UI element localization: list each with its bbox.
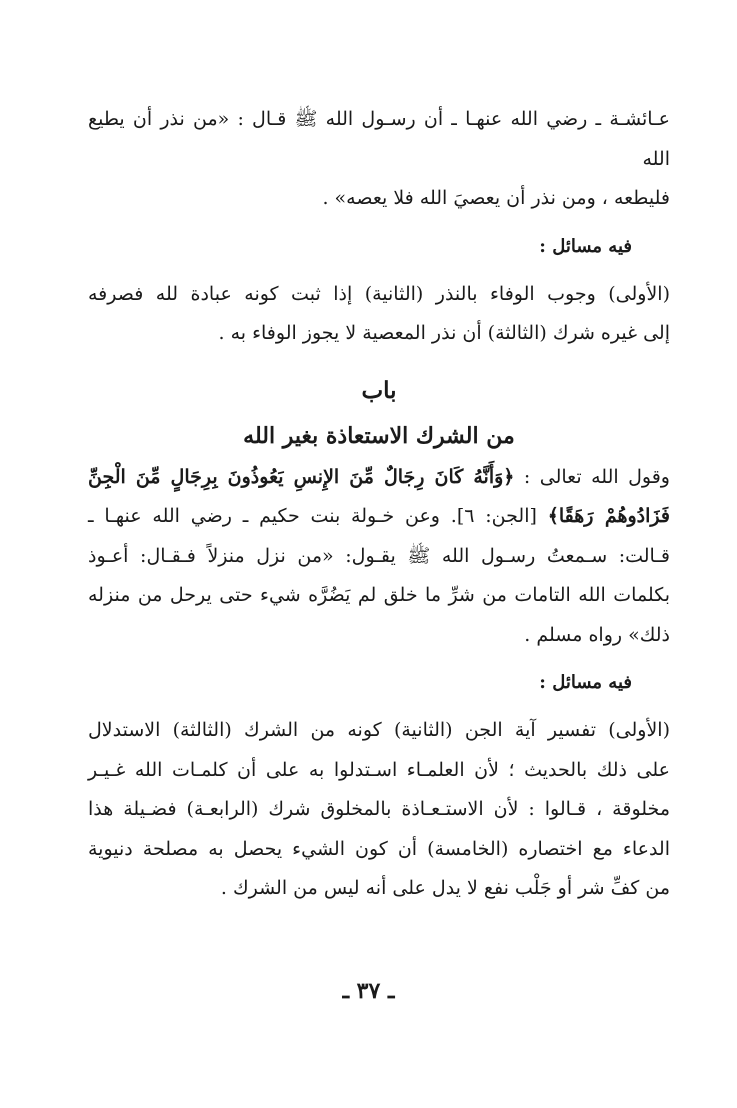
text-line: قـالت: سـمعتُ رسـول الله ﷺ يقـول: «من نزل منزلاً فـقـال: أعـوذ: [88, 544, 670, 567]
text-line: (الأولى) وجوب الوفاء بالنذر (الثانية) إذا ثبت كونه عبادة لله فصرفه: [88, 282, 670, 305]
text-line: من كفِّ شر أو جَلْب نفع لا يدل على أنه ليس من الشرك .: [220, 877, 670, 899]
text-line: على ذلك بالحديث ؛ لأن العلمـاء اسـتدلوا به على أن كلمـات الله غـيـر: [88, 758, 670, 781]
chapter-label: باب: [361, 376, 397, 404]
issues-heading: فيه مسائل :: [539, 235, 632, 257]
chapter-title: من الشرك الاستعاذة بغير الله: [243, 422, 515, 449]
page-body: [88, 100, 670, 909]
quran-verse: فَزَادُوهُمْ رَهَقًا﴾: [547, 505, 670, 527]
text-line: عـائشـة ـ رضي الله عنهـا ـ أن رسـول الله ﷺ قـال : «من نذر أن يطيع الله: [88, 108, 670, 170]
chapter-main-paragraph: [88, 458, 670, 656]
hadith-paragraph-aisha: [88, 100, 670, 219]
text-line: [88, 458, 670, 498]
text-line: إلى غيره شرك (الثالثة) أن نذر المعصية لا يجوز الوفاء به .: [218, 322, 670, 344]
page-number: ـ ٣٧ ـ: [342, 978, 395, 1004]
issues-heading: فيه مسائل :: [539, 672, 632, 693]
text-line: (الأولى) تفسير آية الجن (الثانية) كونه من الشرك (الثالثة) الاستدلال: [88, 719, 670, 741]
text-line: [88, 497, 670, 537]
text-segment: [الجن: ٦]. وعن خـولة بنت حكيم ـ رضي الله عنهـا ـ: [88, 505, 548, 527]
text-line: فليطعه ، ومن نذر أن يعصيَ الله فلا يعصه» .: [322, 187, 670, 209]
text-line: مخلوقة ، قـالوا : لأن الاستـعـاذة بالمخلوق شرك (الرابعـة) فضـيلة هذا: [88, 798, 670, 820]
text-line: ذلك» رواه مسلم .: [524, 623, 670, 646]
quran-verse: ﴿وَأَنَّهُ كَانَ رِجَالٌ مِّنَ الإِنسِ يَعُوذُونَ بِرِجَالٍ مِّنَ الْجِنِّ: [88, 465, 515, 488]
text-line: بكلمات الله التامات من شرِّ ما خلق لم يَضُرَّه شيء حتى يرحل من منزله: [88, 584, 670, 606]
issues-paragraph-1: [88, 275, 670, 354]
text-line: الدعاء مع اختصاره (الخامسة) أن كون الشيء يحصل به مصلحة دنيوية: [88, 837, 670, 860]
text-segment: وقول الله تعالى :: [514, 465, 670, 488]
issues-paragraph-2: [88, 711, 670, 909]
